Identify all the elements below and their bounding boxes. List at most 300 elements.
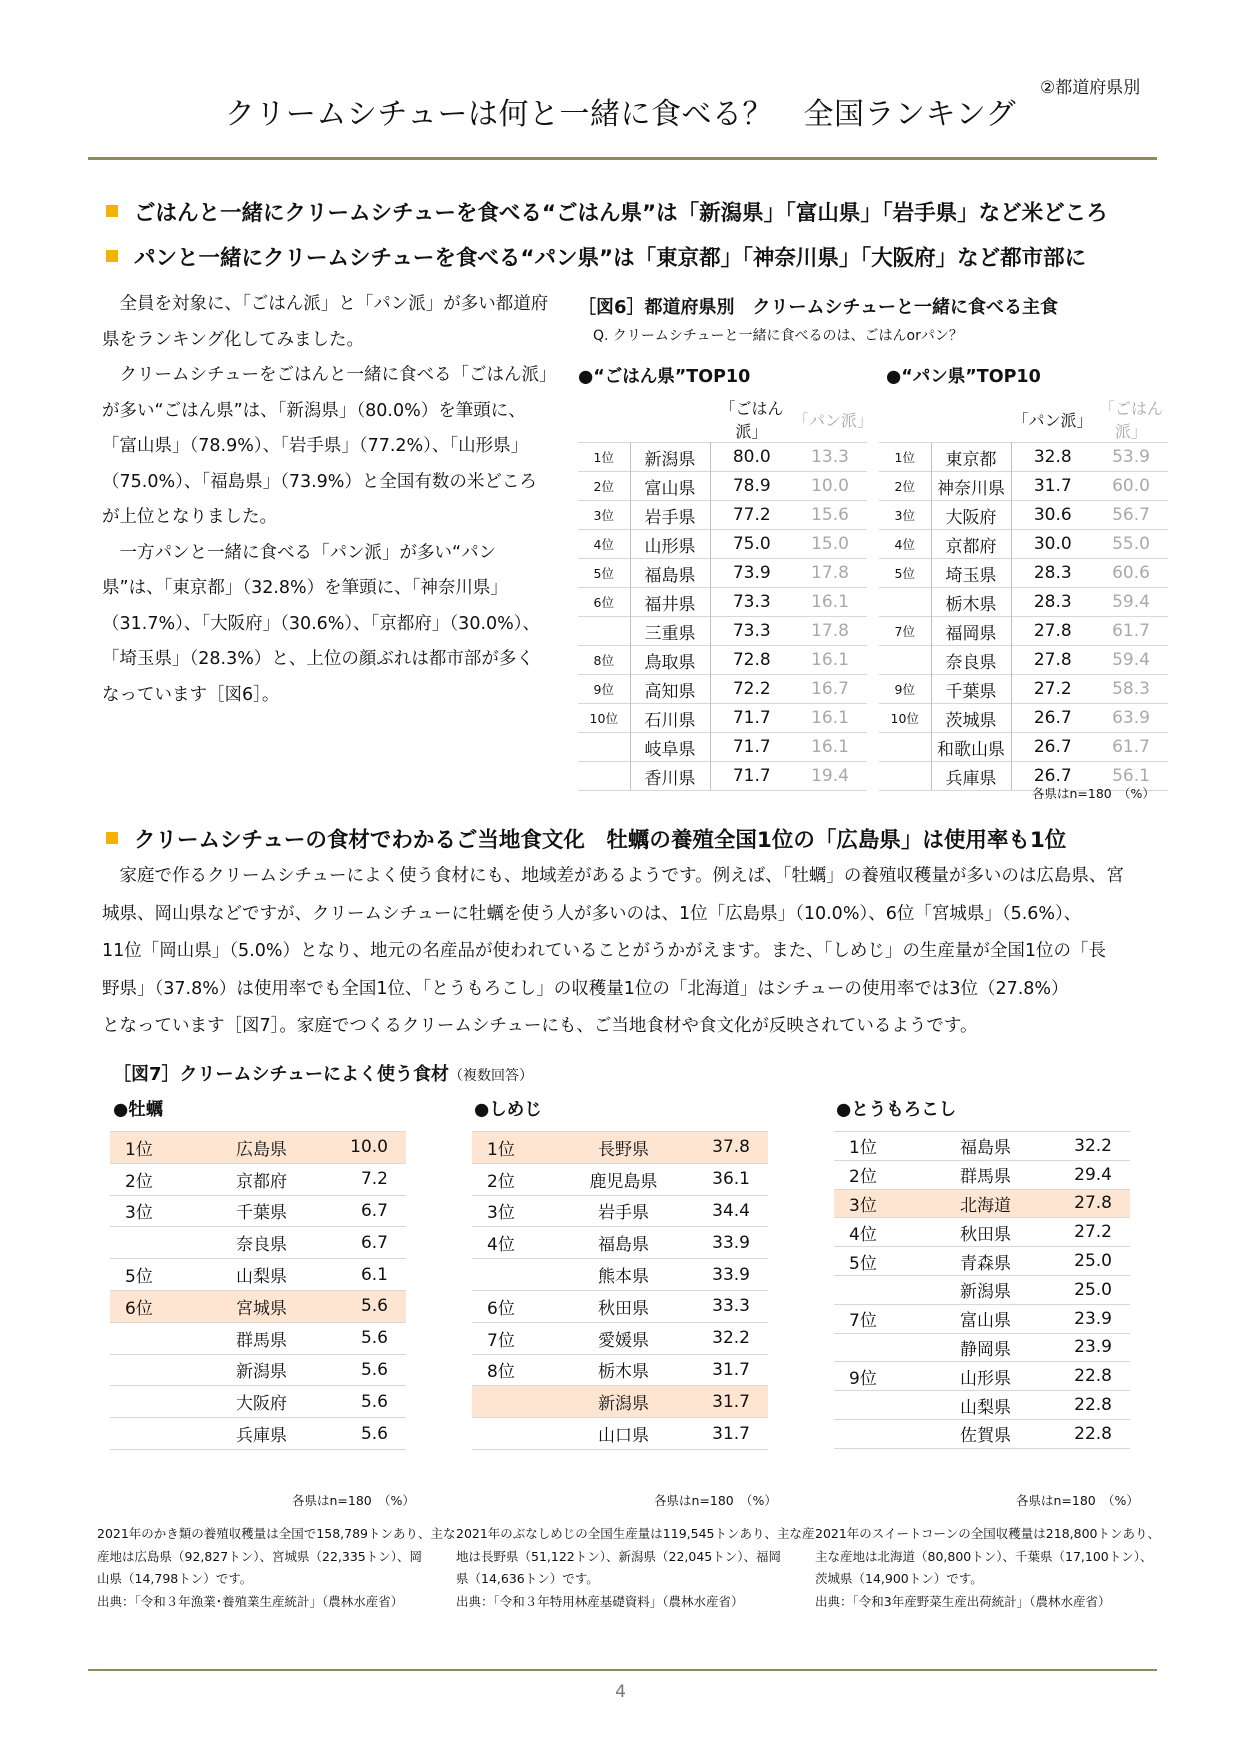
value-cell: 6.7 xyxy=(333,1227,406,1259)
prefecture-cell: 埼玉県 xyxy=(931,559,1011,588)
rank-cell: 2位 xyxy=(578,472,630,501)
table-row xyxy=(879,530,1168,559)
header-blank xyxy=(931,396,1011,443)
header-blank xyxy=(879,396,931,443)
value-cell: 37.8 xyxy=(695,1132,768,1164)
sub-value-cell: 17.8 xyxy=(793,559,867,588)
fig7-title-note: （複数回答） xyxy=(448,1068,533,1084)
sub-value-cell: 60.0 xyxy=(1094,472,1168,501)
sub-value-cell: 16.1 xyxy=(793,733,867,762)
corn-heading: ●とうもろこし xyxy=(836,1100,957,1120)
source-line: 2021年のスイートコーンの全国収穫量は218,800トンあり、 xyxy=(815,1526,1161,1541)
table-row xyxy=(578,733,867,762)
rank-cell xyxy=(110,1354,190,1386)
headline-ingredients-text: クリームシチューの食材でわかるご当地食文化 牡蠣の養殖全国1位の「広島県」は使用率も1位 xyxy=(134,828,1067,853)
prefecture-cell: 福島県 xyxy=(630,559,710,588)
prefecture-cell: 栃木県 xyxy=(931,588,1011,617)
prefecture-cell: 栃木県 xyxy=(552,1354,695,1386)
sub-value-cell: 16.1 xyxy=(793,646,867,675)
main-value-cell: 75.0 xyxy=(710,530,793,559)
table-row xyxy=(879,733,1168,762)
table-row xyxy=(834,1132,1130,1161)
rank-cell xyxy=(578,617,630,646)
rank-cell: 1位 xyxy=(578,443,630,472)
sub-value-cell: 61.7 xyxy=(1094,733,1168,762)
table-row xyxy=(879,472,1168,501)
sub-value-cell: 19.4 xyxy=(793,762,867,791)
prefecture-cell: 愛媛県 xyxy=(552,1322,695,1354)
sub-value-cell: 61.7 xyxy=(1094,617,1168,646)
rank-cell: 2位 xyxy=(834,1160,914,1189)
prefecture-cell: 千葉県 xyxy=(190,1195,333,1227)
sub-value-cell: 55.0 xyxy=(1094,530,1168,559)
table-row xyxy=(578,617,867,646)
rice-top10-heading: ●“ごはん県”TOP10 xyxy=(578,367,751,387)
table-row xyxy=(472,1386,768,1418)
source-line: 2021年のぶなしめじの全国生産量は119,545トンあり、主な産 xyxy=(456,1526,815,1541)
value-cell: 31.7 xyxy=(695,1418,768,1450)
sub-value-cell: 10.0 xyxy=(793,472,867,501)
rank-cell: 3位 xyxy=(834,1189,914,1218)
rank-cell: 7位 xyxy=(472,1322,552,1354)
table-row xyxy=(834,1247,1130,1276)
rank-cell: 8位 xyxy=(578,646,630,675)
table-row xyxy=(578,588,867,617)
fig6-title: ［図6］都道府県別 クリームシチューと一緒に食べる主食 xyxy=(578,297,1058,318)
ingredient-line-3: 11位「岡山県」（5.0%）となり、地元の名産品が使われていることがうかがえます。また、「しめじ」の生産量が全国1位の「長 xyxy=(102,941,1106,961)
prefecture-cell: 大阪府 xyxy=(190,1386,333,1418)
table-row xyxy=(578,472,867,501)
value-cell: 29.4 xyxy=(1057,1160,1130,1189)
rank-cell xyxy=(110,1418,190,1450)
prefecture-cell: 北海道 xyxy=(914,1189,1057,1218)
bullet-square-icon xyxy=(106,250,118,262)
rice-ranking-table xyxy=(578,396,874,791)
table-row xyxy=(879,704,1168,733)
headline-bread xyxy=(106,241,1086,272)
rank-cell xyxy=(879,733,931,762)
sub-value-cell: 58.3 xyxy=(1094,675,1168,704)
rank-cell xyxy=(879,762,931,791)
title-divider xyxy=(88,157,1157,160)
prefecture-cell: 鹿児島県 xyxy=(552,1163,695,1195)
prefecture-cell: 静岡県 xyxy=(914,1333,1057,1362)
prefecture-cell: 岩手県 xyxy=(552,1195,695,1227)
value-cell: 22.8 xyxy=(1057,1419,1130,1448)
page-number: 4 xyxy=(615,1682,626,1702)
source-line: 出典：「令和3年産野菜生産出荷統計」（農林水産省） xyxy=(815,1593,1111,1609)
source-line: 地は長野県（51,122トン）、新潟県（22,045トン）、福岡 xyxy=(456,1548,781,1564)
table-row xyxy=(110,1354,406,1386)
prefecture-cell: 京都府 xyxy=(190,1163,333,1195)
rank-cell: 7位 xyxy=(879,617,931,646)
value-cell: 5.6 xyxy=(333,1290,406,1322)
prefecture-cell: 広島県 xyxy=(190,1132,333,1164)
source-line: 山県（14,798トン）です。 xyxy=(97,1571,253,1586)
rank-cell: 9位 xyxy=(834,1362,914,1391)
prefecture-cell: 福島県 xyxy=(914,1132,1057,1161)
rank-cell: 4位 xyxy=(879,530,931,559)
header-blank xyxy=(578,396,630,443)
table-row xyxy=(879,646,1168,675)
prefecture-cell: 群馬県 xyxy=(190,1322,333,1354)
intro-paragraphs xyxy=(102,287,550,713)
table-row xyxy=(578,443,867,472)
rice-col-main: 「ごはん派」 xyxy=(719,399,784,441)
main-value-cell: 26.7 xyxy=(1011,733,1094,762)
table-row xyxy=(578,559,867,588)
prefecture-cell: 新潟県 xyxy=(190,1354,333,1386)
table-row xyxy=(110,1132,406,1164)
rank-cell: 1位 xyxy=(110,1132,190,1164)
prefecture-cell: 高知県 xyxy=(630,675,710,704)
sub-value-cell: 13.3 xyxy=(793,443,867,472)
rank-cell xyxy=(834,1391,914,1420)
table-row xyxy=(879,443,1168,472)
table-row xyxy=(110,1195,406,1227)
table-row xyxy=(834,1333,1130,1362)
rank-cell xyxy=(110,1227,190,1259)
value-cell: 32.2 xyxy=(695,1322,768,1354)
table-row xyxy=(834,1218,1130,1247)
table-row xyxy=(472,1354,768,1386)
value-cell: 6.1 xyxy=(333,1259,406,1291)
value-cell: 5.6 xyxy=(333,1418,406,1450)
prefecture-cell: 山梨県 xyxy=(914,1391,1057,1420)
rank-cell: 8位 xyxy=(472,1354,552,1386)
prefecture-cell: 新潟県 xyxy=(552,1386,695,1418)
main-value-cell: 28.3 xyxy=(1011,559,1094,588)
fig7-title-text: ［図7］クリームシチューによく使う食材 xyxy=(113,1064,449,1085)
rank-cell: 7位 xyxy=(834,1304,914,1333)
fig6-note: 各県はn=180 （%） xyxy=(1032,786,1155,801)
ingredient-paragraph xyxy=(102,858,1162,1046)
rank-cell xyxy=(472,1259,552,1291)
bullet-square-icon xyxy=(106,205,118,217)
table-row xyxy=(472,1290,768,1322)
table-row xyxy=(110,1163,406,1195)
main-value-cell: 31.7 xyxy=(1011,472,1094,501)
table-row xyxy=(879,675,1168,704)
main-value-cell: 73.3 xyxy=(710,617,793,646)
table-row xyxy=(879,501,1168,530)
value-cell: 27.2 xyxy=(1057,1218,1130,1247)
prefecture-cell: 岐阜県 xyxy=(630,733,710,762)
main-value-cell: 72.8 xyxy=(710,646,793,675)
intro-p2: クリームシチューをごはんと一緒に食べる「ごはん派」が多い“ごはん県”は、「新潟県」（80.0%）を筆頭に、「富山県」（78.9%）、「岩手県」（77.2%）、「山形県」（75.0%）、「福島県」（73.9%）と全国有数の米どころが上位となりました。 xyxy=(102,365,548,527)
shimeji-note: 各県はn=180 （%） xyxy=(654,1493,777,1508)
rank-cell xyxy=(834,1275,914,1304)
rank-cell xyxy=(578,733,630,762)
oyster-table xyxy=(110,1131,406,1450)
sub-value-cell: 56.7 xyxy=(1094,501,1168,530)
source-line: 出典：「令和３年漁業･養殖業生産統計」（農林水産省） xyxy=(97,1593,404,1609)
table-row xyxy=(110,1259,406,1291)
main-value-cell: 27.8 xyxy=(1011,646,1094,675)
table-row xyxy=(472,1163,768,1195)
sub-value-cell: 63.9 xyxy=(1094,704,1168,733)
rank-cell xyxy=(879,646,931,675)
table-row xyxy=(110,1290,406,1322)
rank-cell: 5位 xyxy=(578,559,630,588)
intro-p3: 一方パンと一緒に食べる「パン派」が多い“パン県”は、「東京都」（32.8%）を筆頭に、「神奈川県」（31.7%）、「大阪府」（30.6%）、「京都府」（30.0%）、「埼玉県」（28.3%）と、上位の顔ぶれは都市部が多くなっています［図6］。 xyxy=(102,542,541,705)
bread-top10-heading: ●“パン県”TOP10 xyxy=(886,367,1041,387)
footer-divider xyxy=(88,1669,1157,1671)
prefecture-cell: 兵庫県 xyxy=(931,762,1011,791)
prefecture-cell: 茨城県 xyxy=(931,704,1011,733)
table-row xyxy=(110,1322,406,1354)
prefecture-cell: 秋田県 xyxy=(914,1218,1057,1247)
prefecture-cell: 兵庫県 xyxy=(190,1418,333,1450)
rank-cell: 10位 xyxy=(879,704,931,733)
prefecture-cell: 熊本県 xyxy=(552,1259,695,1291)
value-cell: 31.7 xyxy=(695,1354,768,1386)
table-row xyxy=(834,1362,1130,1391)
value-cell: 25.0 xyxy=(1057,1247,1130,1276)
ingredient-line-1 xyxy=(102,858,1162,896)
main-value-cell: 72.2 xyxy=(710,675,793,704)
value-cell: 34.4 xyxy=(695,1195,768,1227)
corn-note: 各県はn=180 （%） xyxy=(1016,1493,1139,1508)
rank-cell: 9位 xyxy=(879,675,931,704)
prefecture-cell: 富山県 xyxy=(630,472,710,501)
sub-value-cell: 17.8 xyxy=(793,617,867,646)
prefecture-cell: 新潟県 xyxy=(630,443,710,472)
table-row xyxy=(472,1418,768,1450)
sub-value-cell: 15.0 xyxy=(793,530,867,559)
main-value-cell: 30.6 xyxy=(1011,501,1094,530)
table-row xyxy=(472,1322,768,1354)
value-cell: 5.6 xyxy=(333,1386,406,1418)
table-row xyxy=(110,1418,406,1450)
main-value-cell: 73.9 xyxy=(710,559,793,588)
prefecture-cell: 奈良県 xyxy=(931,646,1011,675)
fig7-title xyxy=(113,1060,533,1086)
value-cell: 32.2 xyxy=(1057,1132,1130,1161)
prefecture-cell: 山口県 xyxy=(552,1418,695,1450)
rank-cell xyxy=(472,1418,552,1450)
rank-cell: 6位 xyxy=(110,1290,190,1322)
table-row xyxy=(834,1160,1130,1189)
shimeji-table xyxy=(472,1131,768,1450)
corn-source xyxy=(815,1523,1160,1613)
prefecture-cell: 福井県 xyxy=(630,588,710,617)
header-blank xyxy=(630,396,710,443)
prefecture-cell: 山形県 xyxy=(914,1362,1057,1391)
section-label: ②都道府県別 xyxy=(1040,78,1141,98)
value-cell: 25.0 xyxy=(1057,1275,1130,1304)
rank-cell: 3位 xyxy=(472,1195,552,1227)
value-cell: 31.7 xyxy=(695,1386,768,1418)
prefecture-cell: 京都府 xyxy=(931,530,1011,559)
value-cell: 36.1 xyxy=(695,1163,768,1195)
sub-value-cell: 53.9 xyxy=(1094,443,1168,472)
table-row xyxy=(578,675,867,704)
prefecture-cell: 山形県 xyxy=(630,530,710,559)
value-cell: 33.9 xyxy=(695,1259,768,1291)
prefecture-cell: 福岡県 xyxy=(931,617,1011,646)
oyster-note: 各県はn=180 （%） xyxy=(292,1493,415,1508)
prefecture-cell: 東京都 xyxy=(931,443,1011,472)
ingredient-line-1-text: 家庭で作るクリームシチューによく使う食材にも、地域差があるようです。例えば、「牡蠣」の養殖収穫量が多いのは広島県、宮 xyxy=(119,866,1124,886)
source-line: 茨城県（14,900トン）です。 xyxy=(815,1571,983,1586)
ingredient-line-5: となっています［図7］。家庭でつくるクリームシチューにも、ご当地食材や食文化が反映されているようです。 xyxy=(102,1016,978,1036)
rank-cell: 1位 xyxy=(834,1132,914,1161)
table-row xyxy=(834,1304,1130,1333)
value-cell: 5.6 xyxy=(333,1354,406,1386)
bread-col-main: 「パン派」 xyxy=(1012,410,1093,430)
rank-cell: 10位 xyxy=(578,704,630,733)
intro-p1: 全員を対象に、「ごはん派」と「パン派」が多い都道府県をランキング化してみました。 xyxy=(102,294,549,350)
prefecture-cell: 富山県 xyxy=(914,1304,1057,1333)
rank-cell: 2位 xyxy=(879,472,931,501)
table-row xyxy=(834,1391,1130,1420)
shimeji-heading: ●しめじ xyxy=(474,1100,542,1120)
rank-cell xyxy=(110,1386,190,1418)
prefecture-cell: 千葉県 xyxy=(931,675,1011,704)
table-row xyxy=(472,1227,768,1259)
source-line: 主な産地は北海道（80,800トン）、千葉県（17,100トン）、 xyxy=(815,1548,1153,1564)
main-value-cell: 26.7 xyxy=(1011,762,1094,791)
bread-col-sub: 「ごはん派」 xyxy=(1098,399,1163,441)
prefecture-cell: 長野県 xyxy=(552,1132,695,1164)
rank-cell: 6位 xyxy=(578,588,630,617)
prefecture-cell: 神奈川県 xyxy=(931,472,1011,501)
main-value-cell: 77.2 xyxy=(710,501,793,530)
value-cell: 27.8 xyxy=(1057,1189,1130,1218)
table-row xyxy=(834,1275,1130,1304)
table-row xyxy=(879,559,1168,588)
prefecture-cell: 鳥取県 xyxy=(630,646,710,675)
rank-cell xyxy=(110,1322,190,1354)
table-row xyxy=(472,1195,768,1227)
headline-ingredients xyxy=(106,823,1066,854)
rank-cell xyxy=(834,1333,914,1362)
main-value-cell: 28.3 xyxy=(1011,588,1094,617)
main-value-cell: 71.7 xyxy=(710,762,793,791)
sub-value-cell: 16.1 xyxy=(793,588,867,617)
bullet-square-icon xyxy=(106,832,118,844)
main-value-cell: 73.3 xyxy=(710,588,793,617)
value-cell: 33.9 xyxy=(695,1227,768,1259)
prefecture-cell: 群馬県 xyxy=(914,1160,1057,1189)
rank-cell: 5位 xyxy=(879,559,931,588)
headline-bread-text: パンと一緒にクリームシチューを食べる“パン県”は「東京都」「神奈川県」「大阪府」など都市部に xyxy=(134,246,1087,271)
rank-cell: 3位 xyxy=(110,1195,190,1227)
table-row xyxy=(578,530,867,559)
table-row xyxy=(578,501,867,530)
source-line: 県（14,636トン）です。 xyxy=(456,1571,599,1586)
value-cell: 10.0 xyxy=(333,1132,406,1164)
prefecture-cell: 佐賀県 xyxy=(914,1419,1057,1448)
fig6-question: Q. クリームシチューと一緒に食べるのは、ごはんorパン？ xyxy=(593,328,963,344)
table-row xyxy=(879,617,1168,646)
prefecture-cell: 秋田県 xyxy=(552,1290,695,1322)
rank-cell xyxy=(578,762,630,791)
value-cell: 23.9 xyxy=(1057,1333,1130,1362)
main-value-cell: 27.2 xyxy=(1011,675,1094,704)
rank-cell: 3位 xyxy=(578,501,630,530)
value-cell: 5.6 xyxy=(333,1322,406,1354)
main-value-cell: 30.0 xyxy=(1011,530,1094,559)
prefecture-cell: 青森県 xyxy=(914,1247,1057,1276)
prefecture-cell: 三重県 xyxy=(630,617,710,646)
value-cell: 6.7 xyxy=(333,1195,406,1227)
source-line: 2021年のかき類の養殖収穫量は全国で158,789トンあり、主な xyxy=(97,1526,456,1541)
prefecture-cell: 新潟県 xyxy=(914,1275,1057,1304)
rank-cell: 6位 xyxy=(472,1290,552,1322)
rank-cell xyxy=(834,1419,914,1448)
rank-cell: 1位 xyxy=(472,1132,552,1164)
table-row xyxy=(472,1132,768,1164)
rice-col-sub: 「パン派」 xyxy=(793,410,874,430)
table-row xyxy=(834,1419,1130,1448)
main-value-cell: 80.0 xyxy=(710,443,793,472)
rank-cell xyxy=(879,588,931,617)
table-row xyxy=(578,704,867,733)
headline-rice-text: ごはんと一緒にクリームシチューを食べる“ごはん県”は「新潟県」「富山県」「岩手県」など米どころ xyxy=(134,201,1108,226)
prefecture-cell: 和歌山県 xyxy=(931,733,1011,762)
oyster-heading: ●牡蠣 xyxy=(113,1100,164,1120)
rank-cell: 5位 xyxy=(834,1247,914,1276)
shimeji-source xyxy=(456,1523,815,1613)
ingredient-line-4: 野県」（37.8%）は使用率でも全国1位、「とうもろこし」の収穫量1位の「北海道」はシチューの使用率では3位（27.8%） xyxy=(102,978,1069,999)
rank-cell: 1位 xyxy=(879,443,931,472)
sub-value-cell: 59.4 xyxy=(1094,646,1168,675)
headline-rice xyxy=(106,196,1108,227)
prefecture-cell: 宮城県 xyxy=(190,1290,333,1322)
corn-table xyxy=(834,1131,1130,1449)
sub-value-cell: 60.6 xyxy=(1094,559,1168,588)
table-row xyxy=(472,1259,768,1291)
sub-value-cell: 15.6 xyxy=(793,501,867,530)
prefecture-cell: 大阪府 xyxy=(931,501,1011,530)
main-value-cell: 26.7 xyxy=(1011,704,1094,733)
table-row xyxy=(578,762,867,791)
rank-cell: 4位 xyxy=(834,1218,914,1247)
rank-cell: 5位 xyxy=(110,1259,190,1291)
prefecture-cell: 岩手県 xyxy=(630,501,710,530)
main-value-cell: 32.8 xyxy=(1011,443,1094,472)
rank-cell: 2位 xyxy=(110,1163,190,1195)
value-cell: 22.8 xyxy=(1057,1391,1130,1420)
rank-cell: 4位 xyxy=(472,1227,552,1259)
prefecture-cell: 香川県 xyxy=(630,762,710,791)
ingredient-line-2: 城県、岡山県などですが、クリームシチューに牡蠣を使う人が多いのは、1位「広島県」（10.0%）、6位「宮城県」（5.6%）、 xyxy=(102,903,1082,924)
value-cell: 22.8 xyxy=(1057,1362,1130,1391)
prefecture-cell: 奈良県 xyxy=(190,1227,333,1259)
value-cell: 23.9 xyxy=(1057,1304,1130,1333)
oyster-source xyxy=(97,1523,456,1613)
bread-ranking-table xyxy=(879,396,1168,791)
page-title: クリームシチューは何と一緒に食べる？ 全国ランキング xyxy=(224,97,1017,132)
value-cell: 7.2 xyxy=(333,1163,406,1195)
main-value-cell: 27.8 xyxy=(1011,617,1094,646)
sub-value-cell: 59.4 xyxy=(1094,588,1168,617)
rank-cell: 9位 xyxy=(578,675,630,704)
rank-cell xyxy=(472,1386,552,1418)
table-row xyxy=(110,1227,406,1259)
rank-cell: 3位 xyxy=(879,501,931,530)
prefecture-cell: 石川県 xyxy=(630,704,710,733)
value-cell: 33.3 xyxy=(695,1290,768,1322)
prefecture-cell: 山梨県 xyxy=(190,1259,333,1291)
rank-cell: 2位 xyxy=(472,1163,552,1195)
table-row xyxy=(578,646,867,675)
main-value-cell: 71.7 xyxy=(710,704,793,733)
main-value-cell: 78.9 xyxy=(710,472,793,501)
prefecture-cell: 福島県 xyxy=(552,1227,695,1259)
